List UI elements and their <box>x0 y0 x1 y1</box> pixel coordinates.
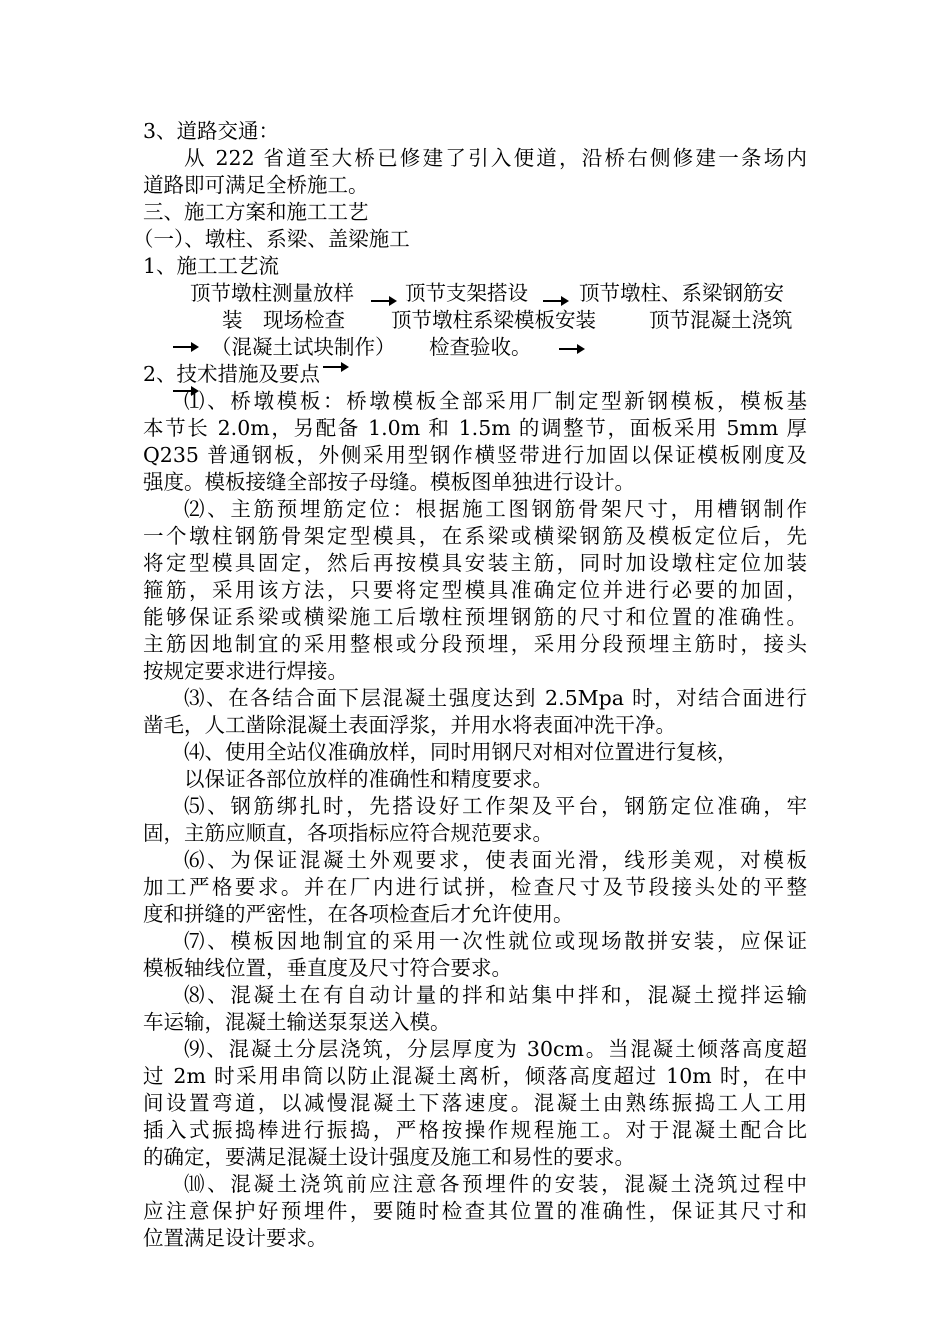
flow-arrow-icon <box>323 362 349 372</box>
paragraph-line: ⑹、为保证混凝土外观要求，使表面光滑，线形美观，对模板 <box>184 848 807 872</box>
paragraph-line: ⑻、混凝土在有自动计量的拌和站集中拌和，混凝土搅拌运输 <box>184 983 807 1007</box>
paragraph-line: 车运输，混凝土输送泵泵送入模。 <box>143 1010 451 1034</box>
paragraph-line: 主筋因地制宜的采用整根或分段预埋，采用分段预埋主筋时，接头 <box>143 632 807 656</box>
heading-technical-measures: 2、技术措施及要点 <box>143 362 321 386</box>
paragraph-line: ⑵、主筋预埋筋定位：根据施工图钢筋骨架尺寸，用槽钢制作 <box>184 497 807 521</box>
paragraph-line: 应注意保护好预埋件，要随时检查其位置的准确性，保证其尺寸和 <box>143 1199 807 1223</box>
flow-arrow-icon <box>371 296 397 306</box>
flow-step-survey: 顶节墩柱测量放样 <box>190 281 354 305</box>
paragraph-line: ⑽、混凝土浇筑前应注意各预埋件的安装，混凝土浇筑过程中 <box>184 1172 807 1196</box>
paragraph-line: 一个墩柱钢筋骨架定型模具，在系梁或横梁钢筋及模板定位后，先 <box>143 524 807 548</box>
paragraph-line: 从 222 省道至大桥已修建了引入便道，沿桥右侧修建一条场内 <box>184 146 807 170</box>
paragraph-line: ⑴、桥墩模板：桥墩模板全部采用厂制定型新钢模板，模板基 <box>184 389 807 413</box>
paragraph-line: ⑸、钢筋绑扎时，先搭设好工作架及平台，钢筋定位准确，牢 <box>184 794 807 818</box>
flow-step-test-block: （混凝土试块制作） <box>211 335 396 359</box>
flow-step-inspection: 现场检查 <box>263 308 345 332</box>
paragraph-line: 度和拼缝的严密性，在各项检查后才允许使用。 <box>143 902 574 926</box>
flow-step-rebar-cont: 装 <box>222 308 243 332</box>
paragraph-line: 强度。模板接缝全部按子母缝。模板图单独进行设计。 <box>143 470 635 494</box>
heading-pier-beam: （一）、墩柱、系梁、盖梁施工 <box>133 227 410 251</box>
paragraph-line: 能够保证系梁或横梁施工后墩柱预埋钢筋的尺寸和位置的准确性。 <box>143 605 807 629</box>
paragraph-line: ⑺、模板因地制宜的采用一次性就位或现场散拼安装，应保证 <box>184 929 807 953</box>
paragraph-line: ⑶、在各结合面下层混凝土强度达到 2.5Mpa 时，对结合面进行 <box>184 686 807 710</box>
paragraph-line: ⑷、使用全站仪准确放样，同时用钢尺对相对位置进行复核， <box>184 740 738 764</box>
paragraph-line: 凿毛，人工凿除混凝土表面浮浆，并用水将表面冲洗干净。 <box>143 713 676 737</box>
paragraph-line: 本节长 2.0m，另配备 1.0m 和 1.5m 的调整节，面板采用 5mm 厚 <box>143 416 807 440</box>
paragraph-line: 位置满足设计要求。 <box>143 1226 328 1250</box>
flow-arrow-icon <box>543 296 569 306</box>
paragraph-line: 的确定，要满足混凝土设计强度及施工和易性的要求。 <box>143 1145 635 1169</box>
flow-arrow-icon <box>173 342 199 352</box>
heading-process-flow: 1、施工工艺流 <box>143 254 280 278</box>
flow-step-support: 顶节支架搭设 <box>405 281 528 305</box>
paragraph-line: 将定型模具固定，然后再按模具安装主筋，同时加设墩柱定位加装 <box>143 551 807 575</box>
paragraph-line: 模板轴线位置，垂直度及尺寸符合要求。 <box>143 956 512 980</box>
paragraph-line: ⑼、混凝土分层浇筑，分层厚度为 30cm。当混凝土倾落高度超 <box>184 1037 807 1061</box>
flow-step-acceptance: 检查验收。 <box>429 335 532 359</box>
paragraph-line: 过 2m 时采用串筒以防止混凝土离析，倾落高度超过 10m 时，在中 <box>143 1064 807 1088</box>
paragraph-line: 道路即可满足全桥施工。 <box>143 173 369 197</box>
paragraph-line: 箍筋，采用该方法，只要将定型模具准确定位并进行必要的加固， <box>143 578 807 602</box>
flow-step-formwork: 顶节墩柱系梁模板安装 <box>391 308 596 332</box>
flow-arrow-icon <box>559 344 585 354</box>
paragraph-line: 间设置弯道，以减慢混凝土下落速度。混凝土由熟练振捣工人工用 <box>143 1091 807 1115</box>
paragraph-line: 以保证各部位放样的准确性和精度要求。 <box>184 767 553 791</box>
flow-step-rebar: 顶节墩柱、系梁钢筋安 <box>579 281 784 305</box>
paragraph-line: 加工严格要求。并在厂内进行试拼，检查尺寸及节段接头处的平整 <box>143 875 807 899</box>
paragraph-line: Q235 普通钢板，外侧采用型钢作横竖带进行加固以保证模板刚度及 <box>143 443 807 467</box>
paragraph-line: 固，主筋应顺直，各项指标应符合规范要求。 <box>143 821 553 845</box>
paragraph-line: 按规定要求进行焊接。 <box>143 659 348 683</box>
heading-construction-plan: 三、施工方案和施工工艺 <box>143 200 369 224</box>
paragraph-line: 插入式振捣棒进行振捣，严格按操作规程施工。对于混凝土配合比 <box>143 1118 807 1142</box>
flow-step-pour: 顶节混凝土浇筑 <box>649 308 793 332</box>
heading-road-traffic: 3、道路交通： <box>143 119 280 143</box>
